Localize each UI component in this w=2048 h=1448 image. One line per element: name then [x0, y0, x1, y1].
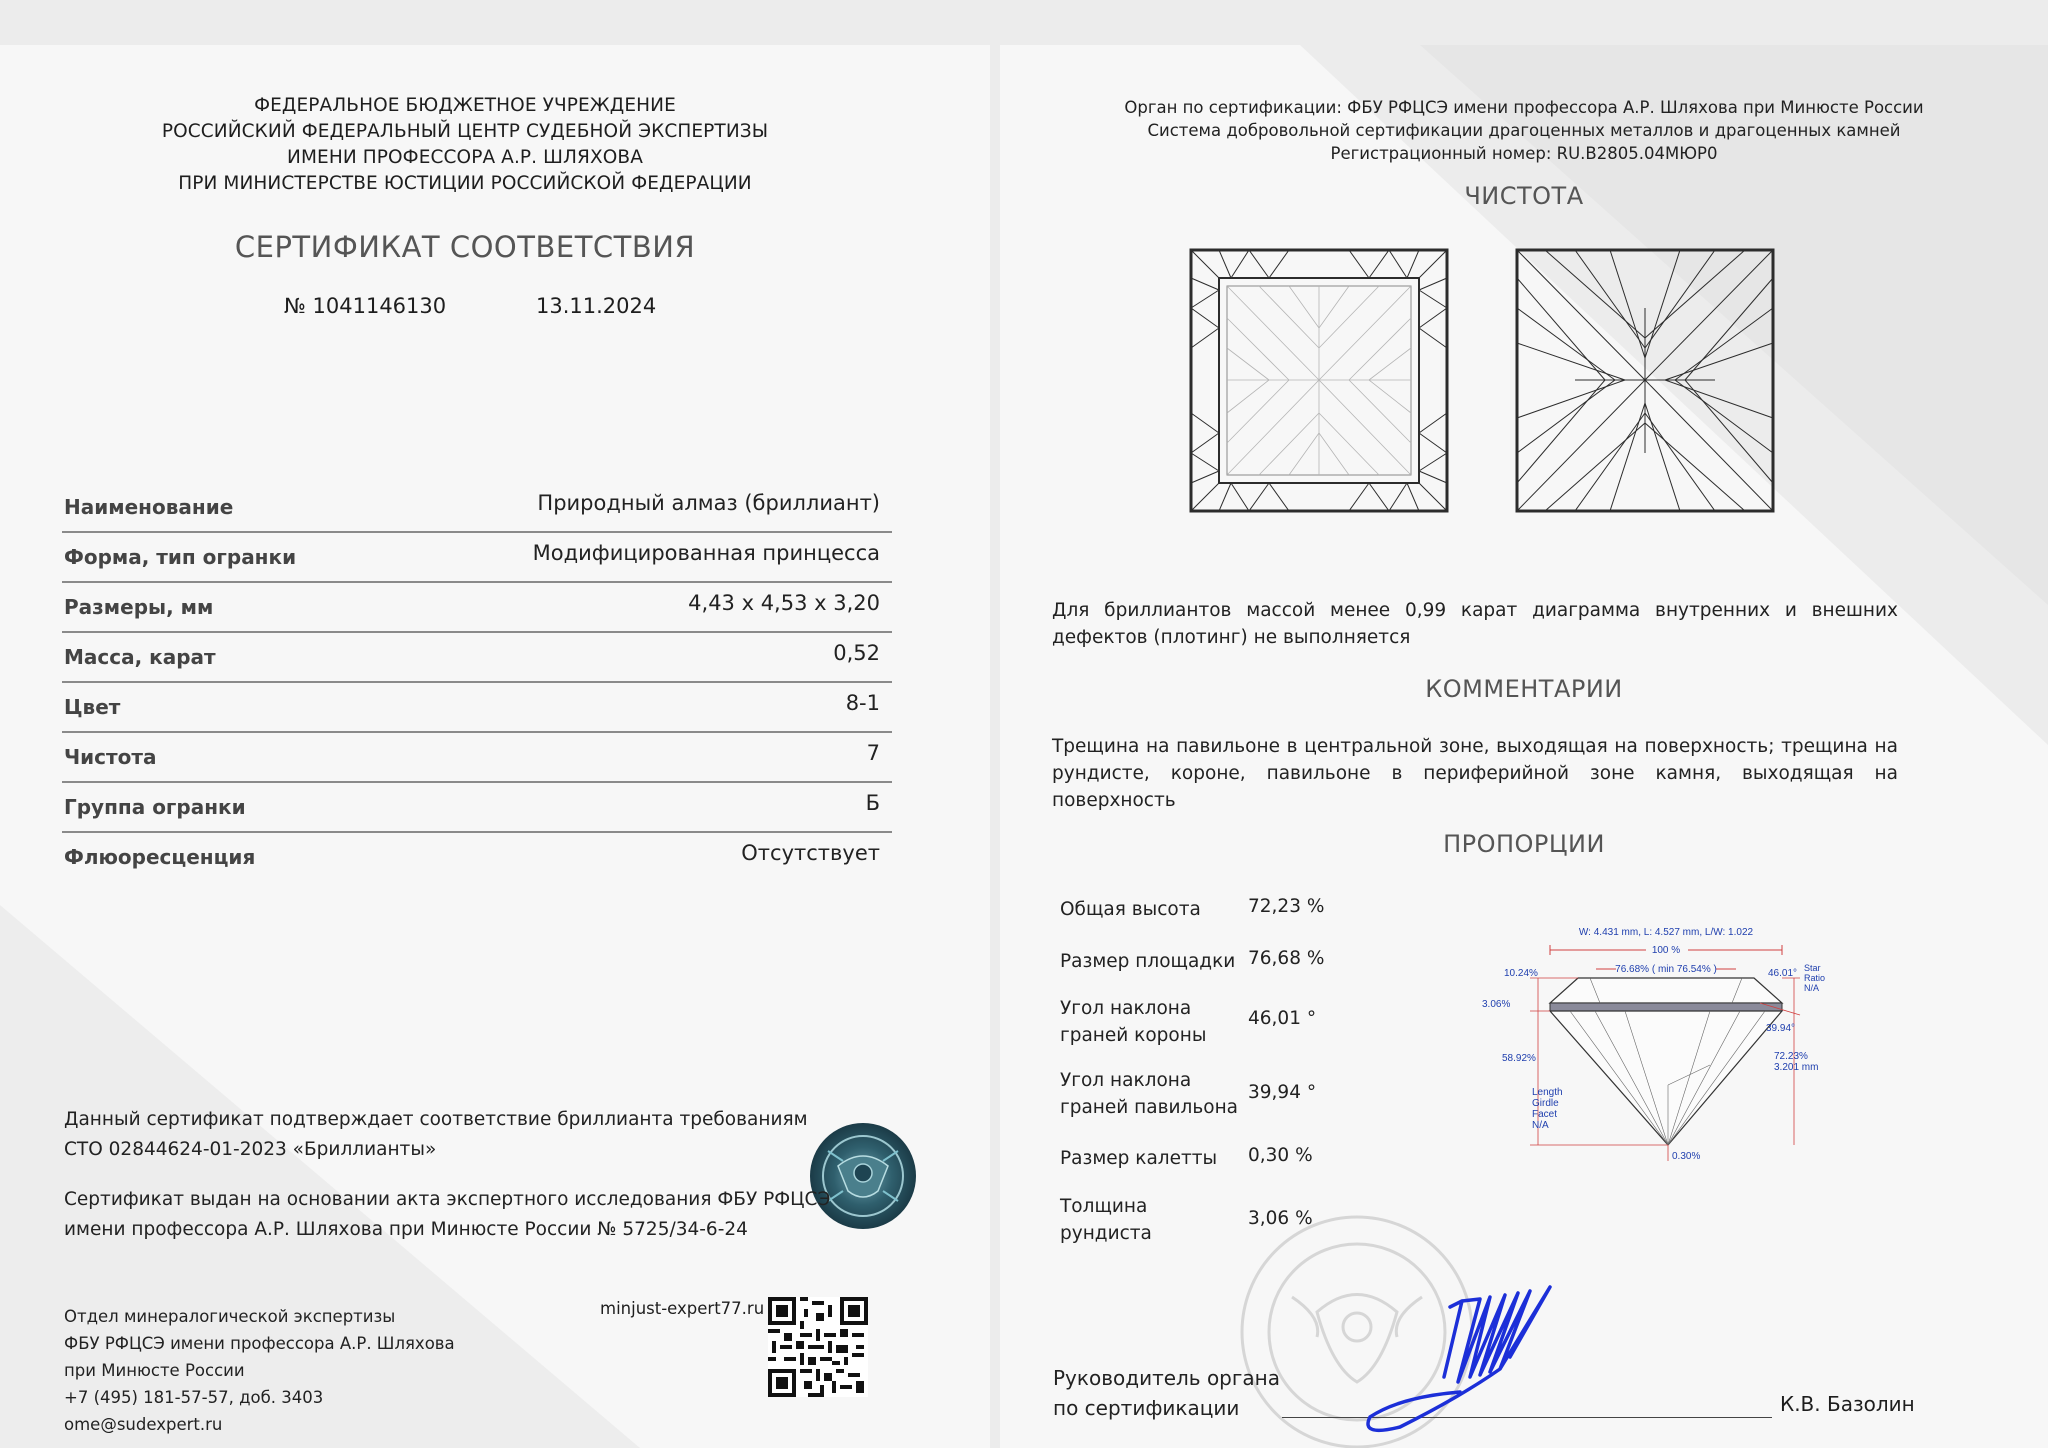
signature-position-line-1: Руководитель органа	[1053, 1366, 1280, 1390]
proportion-value: 39,94 °	[1248, 1082, 1317, 1103]
lgf-label-1: Length	[1532, 1087, 1563, 1098]
property-label: Группа огранки	[64, 795, 246, 819]
right-certificate-page	[1000, 45, 2048, 1448]
compliance-statement	[64, 1105, 808, 1165]
lgf-label-2: Girdle	[1532, 1098, 1559, 1109]
signature-position-line-2: по сертификации	[1053, 1396, 1240, 1420]
lgf-label-4: N/A	[1532, 1120, 1549, 1131]
contact-email[interactable]: ome@sudexpert.ru	[64, 1415, 223, 1434]
property-label: Флюоресценция	[64, 845, 256, 869]
proportion-label: Угол наклона граней павильона	[1060, 1070, 1239, 1118]
certificate-date: 13.11.2024	[536, 294, 657, 318]
comments-text: Трещина на павильоне в центральной зоне, выходящая на поверхность; трещина на рундисте, короне, павильоне в периферийной зоне камня, выходящая на поверхность	[1052, 736, 1898, 811]
property-value: Отсутствует	[741, 841, 880, 865]
table-row	[62, 481, 892, 533]
certificate-title: СЕРТИФИКАТ СООТВЕТСТВИЯ	[234, 230, 696, 264]
property-value: Модифицированная принцесса	[532, 541, 880, 565]
property-value: 7	[866, 741, 880, 765]
proportion-value: 0,30 %	[1248, 1145, 1313, 1166]
proportion-profile-diagram	[1420, 915, 1880, 1225]
proportion-label: Общая высота	[1060, 899, 1201, 920]
org-line-3: ИМЕНИ ПРОФЕССОРА А.Р. ШЛЯХОВА	[287, 147, 643, 168]
registration-number-line: Регистрационный номер: RU.B2805.04МЮР0	[1330, 144, 1718, 163]
org-line-2: РОССИЙСКИЙ ФЕДЕРАЛЬНЫЙ ЦЕНТР СУДЕБНОЙ ЭКСПЕРТИЗЫ	[161, 121, 769, 142]
plotting-note: Для бриллиантов массой менее 0,99 карат диаграмма внутренних и внешних дефектов (плотинг) не выполняется	[1052, 600, 1898, 648]
crown-facet-diagram	[1189, 248, 1449, 513]
contact-organization: ФБУ РФЦСЭ имени профессора А.Р. Шляхова	[64, 1334, 455, 1353]
contact-phone: +7 (495) 181-57-57, доб. 3403	[64, 1388, 324, 1407]
signature-position-label	[1053, 1363, 1280, 1423]
certification-body-line: Орган по сертификации: ФБУ РФЦСЭ имени профессора А.Р. Шляхова при Минюсте России	[1124, 98, 1924, 117]
proportion-value: 72,23 %	[1248, 896, 1325, 917]
table-row	[62, 781, 892, 833]
pavilion-depth-label: 58.92%	[1502, 1053, 1536, 1064]
property-value: Природный алмаз (бриллиант)	[537, 491, 880, 515]
left-certificate-page	[0, 45, 990, 1448]
proportion-label: Толщина рундиста	[1060, 1196, 1152, 1244]
culet-label: 0.30%	[1672, 1151, 1701, 1162]
pavilion-angle-label: 39.94°	[1766, 1023, 1796, 1034]
table-row	[62, 631, 892, 683]
table-row	[62, 531, 892, 583]
dimensions-header: W: 4.431 mm, L: 4.527 mm, L/W: 1.022	[1578, 927, 1754, 938]
table-row	[62, 831, 892, 881]
certificate-number: № 1041146130	[284, 294, 447, 318]
issuance-line-2: имени профессора А.Р. Шляхова при Минюсте России № 5725/34-6-24	[64, 1219, 748, 1240]
compliance-line-2: СТО 02844624-01-2023 «Бриллианты»	[64, 1139, 437, 1160]
property-label: Размеры, мм	[64, 595, 214, 619]
proportion-label: Угол наклона граней короны	[1060, 998, 1207, 1046]
compliance-line-1: Данный сертификат подтверждает соответствие бриллианта требованиям	[64, 1109, 808, 1130]
website-link[interactable]: minjust-expert77.ru	[600, 1299, 765, 1318]
property-value: 0,52	[833, 641, 880, 665]
proportions-section-title: ПРОПОРЦИИ	[1443, 830, 1605, 858]
org-line-1: ФЕДЕРАЛЬНОЕ БЮДЖЕТНОЕ УЧРЕЖДЕНИЕ	[254, 95, 676, 116]
property-value: Б	[865, 791, 880, 815]
property-label: Масса, карат	[64, 645, 216, 669]
issuance-line-1: Сертификат выдан на основании акта экспертного исследования ФБУ РФЦСЭ	[64, 1189, 831, 1210]
total-depth-label: 72.23%	[1774, 1051, 1808, 1062]
comments-section-title: КОММЕНТАРИИ	[1425, 675, 1623, 703]
proportion-label: Размер калетты	[1060, 1148, 1218, 1169]
proportion-value: 46,01 °	[1248, 1008, 1317, 1029]
proportion-value: 76,68 %	[1248, 948, 1325, 969]
total-depth-mm-label: 3.201 mm	[1774, 1062, 1819, 1073]
contact-department: Отдел минералогической экспертизы	[64, 1307, 396, 1326]
star-ratio-label-2: Ratio	[1804, 973, 1826, 983]
property-label: Форма, тип огранки	[64, 545, 297, 569]
girdle-label: 3.06%	[1482, 999, 1511, 1010]
crown-angle-label: 46.01°	[1768, 968, 1798, 979]
crown-height-label: 10.24%	[1504, 968, 1538, 979]
property-label: Чистота	[64, 745, 157, 769]
org-line-4: ПРИ МИНИСТЕРСТВЕ ЮСТИЦИИ РОССИЙСКОЙ ФЕДЕРАЦИИ	[178, 173, 752, 194]
table-row	[62, 581, 892, 633]
property-value: 4,43 x 4,53 x 3,20	[688, 591, 880, 615]
star-ratio-label-3: N/A	[1804, 983, 1820, 993]
signer-name: К.В. Базолин	[1780, 1392, 1915, 1416]
pavilion-facet-diagram	[1515, 248, 1775, 513]
lgf-label-3: Facet	[1532, 1109, 1558, 1120]
table-row	[62, 731, 892, 783]
star-ratio-label-1: Star	[1804, 963, 1821, 973]
proportion-value: 3,06 %	[1248, 1208, 1313, 1229]
clarity-section-title: ЧИСТОТА	[1464, 182, 1584, 210]
table-row	[62, 681, 892, 733]
issuance-statement	[64, 1185, 830, 1245]
property-value: 8-1	[845, 691, 880, 715]
contact-ministry: при Минюсте России	[64, 1361, 245, 1380]
table-percent-label: 76.68% ( min 76.54% )	[1615, 964, 1717, 975]
width-percent-label: 100 %	[1651, 945, 1681, 956]
signature-icon	[1340, 1277, 1670, 1442]
property-label: Наименование	[64, 495, 234, 519]
proportion-label: Размер площадки	[1060, 951, 1236, 972]
qr-code-icon[interactable]	[768, 1297, 868, 1397]
property-label: Цвет	[64, 695, 121, 719]
certification-system-line: Система добровольной сертификации драгоценных металлов и драгоценных камней	[1147, 121, 1901, 140]
